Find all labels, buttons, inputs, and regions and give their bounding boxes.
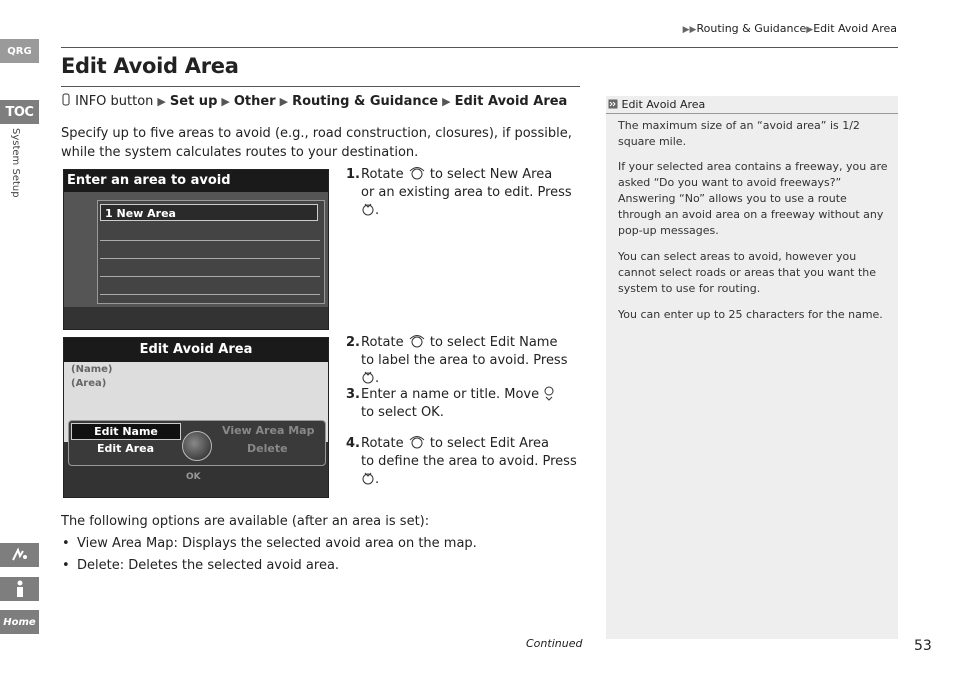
intro-text: Specify up to five areas to avoid (e.g., road construction, closures), if possible, while the system calculates routes to your destination. xyxy=(61,126,572,160)
ok-label: OK xyxy=(186,472,201,482)
note-paragraph: You can enter up to 25 characters for the name. xyxy=(618,308,883,321)
continued-label: Continued xyxy=(526,637,583,650)
side-notes xyxy=(606,96,898,639)
options-section xyxy=(61,511,581,577)
screenshot-edit-avoid-area xyxy=(63,337,329,498)
option-delete: Delete xyxy=(247,442,288,455)
step-2: 2.Rotate to select Edit Name to label the area to avoid. Press . xyxy=(346,335,568,386)
home-tab[interactable]: Home xyxy=(0,610,39,634)
step-highlight: Edit Area xyxy=(489,436,550,451)
path-item: Other xyxy=(233,94,276,109)
move-knob-icon xyxy=(543,385,555,401)
press-knob-icon xyxy=(361,471,375,485)
options-intro: The following options are available (after an area is set): xyxy=(61,514,430,529)
step-1: 1.Rotate to select New Area or an existing area to edit. Press . xyxy=(346,167,572,218)
breadcrumb xyxy=(683,22,897,35)
breadcrumb-item[interactable]: Routing & Guidance xyxy=(696,22,807,35)
path-prefix: INFO button xyxy=(75,94,154,109)
press-knob-icon xyxy=(361,202,375,216)
rotate-knob-icon xyxy=(408,334,426,348)
list-divider xyxy=(100,294,320,295)
name-field: (Name) xyxy=(71,364,113,375)
area-field: (Area) xyxy=(71,378,107,389)
step-3: 3.Enter a name or title. Move to select OK. xyxy=(346,385,581,422)
divider xyxy=(61,47,898,48)
section-label: System Setup xyxy=(10,128,21,198)
navigation-path xyxy=(61,93,567,109)
screen-title: Edit Avoid Area xyxy=(64,338,328,362)
rotate-knob-icon xyxy=(408,435,426,449)
note-paragraph: You can select areas to avoid, however you cannot select roads or areas that you want the system to use for routing. xyxy=(618,250,877,295)
option-edit-area: Edit Area xyxy=(97,442,155,455)
list-divider xyxy=(100,258,320,259)
rotate-knob-icon xyxy=(408,166,426,180)
page-number: 53 xyxy=(914,638,932,654)
notes-header: Edit Avoid Area xyxy=(606,96,898,114)
toc-tab[interactable]: TOC xyxy=(0,100,39,124)
path-item: Set up xyxy=(169,94,218,109)
step-4: 4.Rotate to select Edit Area to define the area to avoid. Press . xyxy=(346,436,577,487)
step-highlight: Edit Name xyxy=(489,335,558,350)
arrow-icon: ▶ xyxy=(279,95,289,108)
press-knob-icon xyxy=(361,370,375,384)
breadcrumb-item[interactable]: Edit Avoid Area xyxy=(813,22,897,35)
option-edit-name: Edit Name xyxy=(71,423,181,440)
path-item: Routing & Guidance xyxy=(292,94,439,109)
info-icon xyxy=(14,580,26,598)
list-item: • Delete: Deletes the selected avoid area. xyxy=(61,555,581,577)
screenshot-enter-area xyxy=(63,169,329,330)
arrow-icon: ▶ xyxy=(157,95,166,108)
voice-icon xyxy=(10,547,30,563)
path-item: Edit Avoid Area xyxy=(454,94,568,109)
list-divider xyxy=(100,240,320,241)
screen-title: Enter an area to avoid xyxy=(64,170,328,192)
note-paragraph: If your selected area contains a freeway, you are asked “Do you want to avoid freeways?” Answering “No” allows you to use a route through an avoid area on a freeway without any pop-up messages. xyxy=(618,160,888,237)
step-highlight: OK xyxy=(420,405,440,420)
qrg-tab[interactable]: QRG xyxy=(0,39,39,63)
note-icon xyxy=(608,99,618,109)
list-item: • View Area Map: Displays the selected avoid area on the map. xyxy=(61,533,581,555)
knob-icon xyxy=(182,431,212,461)
page-title: Edit Avoid Area xyxy=(61,54,239,78)
list-item-new-area: 1 New Area xyxy=(100,204,318,221)
step-highlight: New Area xyxy=(489,167,553,182)
voice-command-tab[interactable] xyxy=(0,543,39,567)
option-view-area-map: View Area Map xyxy=(222,424,315,437)
list-divider xyxy=(100,276,320,277)
divider xyxy=(61,86,580,87)
info-button-icon xyxy=(61,93,71,106)
note-paragraph: The maximum size of an “avoid area” is 1/2 square mile. xyxy=(618,119,860,148)
arrow-icon: ▶ xyxy=(221,95,230,108)
arrow-icon: ▶ xyxy=(442,95,451,108)
arrow-icon: ▶▶ xyxy=(682,25,697,35)
arrow-icon: ▶ xyxy=(806,25,814,35)
info-tab[interactable] xyxy=(0,577,39,601)
